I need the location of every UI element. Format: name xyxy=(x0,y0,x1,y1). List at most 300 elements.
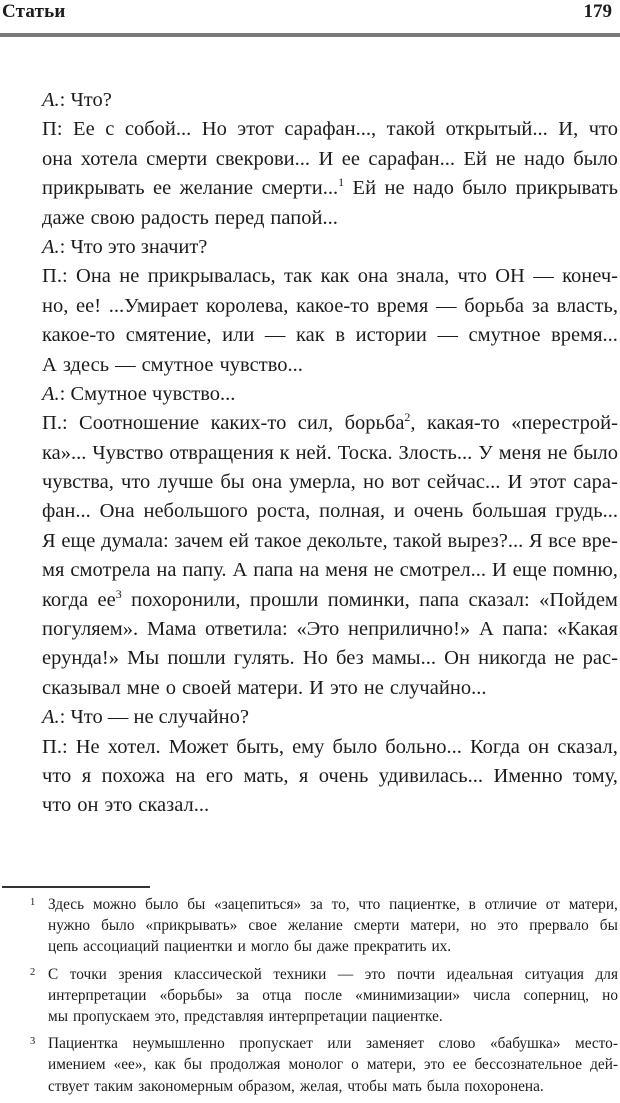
word: смотрел... xyxy=(399,559,486,582)
word: сказал... xyxy=(138,794,210,817)
word: представляя xyxy=(184,1007,264,1025)
word: числа xyxy=(473,986,511,1004)
word: о xyxy=(165,676,177,699)
word: все xyxy=(548,529,577,552)
text-line xyxy=(42,292,618,321)
word: ее! xyxy=(76,294,102,317)
body-text xyxy=(42,86,618,821)
word: матери, xyxy=(366,1056,416,1074)
text-line xyxy=(42,115,618,144)
word: пошли xyxy=(167,647,226,670)
word: сказал, xyxy=(557,735,618,758)
word: ствует xyxy=(48,1077,90,1095)
word: рас- xyxy=(582,647,618,670)
word: было xyxy=(145,896,179,913)
word: полная, xyxy=(319,500,385,523)
word: нужно xyxy=(48,917,91,935)
word: большая xyxy=(472,500,547,523)
word: погуляем». xyxy=(42,618,139,641)
word: Она xyxy=(76,265,111,288)
word: ерунда!» xyxy=(42,647,119,670)
word: Я xyxy=(42,529,56,552)
text-line xyxy=(42,409,618,438)
word: на xyxy=(175,764,196,787)
word: для xyxy=(595,965,618,983)
word: смерти xyxy=(353,917,400,935)
page-number: 179 xyxy=(583,1,612,22)
word: и xyxy=(237,938,246,956)
text-line xyxy=(42,145,618,174)
word: прекратить xyxy=(353,938,427,956)
word: бы xyxy=(293,938,312,956)
word: как xyxy=(320,265,350,288)
word: перед xyxy=(214,206,265,229)
word: и xyxy=(393,500,405,523)
word: чтобы xyxy=(347,1077,388,1095)
word: прикрывалась, xyxy=(147,265,276,288)
word: пропускаем xyxy=(72,1007,150,1025)
word: такой xyxy=(386,118,436,141)
word: сказывал xyxy=(42,676,121,699)
word: Ей xyxy=(463,147,487,170)
word: ней. xyxy=(295,441,332,464)
word: образом, xyxy=(238,1077,295,1095)
word: — xyxy=(436,294,457,317)
text-line xyxy=(42,703,618,732)
word: но, xyxy=(42,294,69,317)
word: за xyxy=(531,294,549,317)
word: смятение, xyxy=(125,324,212,347)
word: «минимизации» xyxy=(355,986,460,1004)
word: желание xyxy=(179,177,254,200)
word: хотела xyxy=(80,147,138,170)
word: больно... xyxy=(385,735,462,758)
word: папой... xyxy=(270,206,338,229)
word: что xyxy=(457,265,487,288)
footnote-line xyxy=(48,936,618,957)
word: умерла, xyxy=(289,471,356,494)
word: Я xyxy=(528,529,543,552)
word: матери. xyxy=(237,676,304,699)
word: П.: xyxy=(42,735,68,758)
word: мать xyxy=(392,1077,422,1095)
word: знала, xyxy=(396,265,450,288)
word: Но xyxy=(201,118,227,141)
word: очень xyxy=(318,764,369,787)
word: имением xyxy=(48,1056,106,1074)
word: гулять. xyxy=(233,647,295,670)
word: без xyxy=(336,647,364,670)
word: У xyxy=(478,441,493,464)
word: И, xyxy=(558,118,579,141)
word: «бабушка» xyxy=(489,1035,561,1053)
word: надо xyxy=(413,177,454,200)
speaker-line-text: : Что — не случайно? xyxy=(59,706,249,729)
word: могло xyxy=(250,938,289,956)
word: П.: xyxy=(42,265,68,288)
word: «Это xyxy=(296,618,340,641)
word: никогда xyxy=(478,647,547,670)
word: пациентке. xyxy=(372,1007,443,1025)
word: ее xyxy=(452,1056,467,1074)
footnote-line xyxy=(48,1054,618,1075)
word: так xyxy=(283,265,313,288)
word: это xyxy=(329,676,358,699)
text-line xyxy=(42,204,618,233)
word: Он xyxy=(444,647,470,670)
word: И xyxy=(309,676,324,699)
word: пропускает xyxy=(239,1035,313,1053)
word: чувства, xyxy=(42,471,114,494)
word: о xyxy=(351,1056,359,1074)
word: удивилась... xyxy=(378,764,483,787)
section-title: Статьи xyxy=(2,1,66,22)
word: И xyxy=(318,147,334,170)
word: Она xyxy=(99,500,135,523)
word: это xyxy=(497,917,519,935)
footnote-separator xyxy=(2,886,150,888)
word: как xyxy=(154,1056,176,1074)
word: еще xyxy=(61,529,96,552)
word: истории xyxy=(355,324,427,347)
word: думала: xyxy=(101,529,169,552)
text-line xyxy=(42,644,618,673)
word: — xyxy=(115,353,136,376)
word: почти xyxy=(397,965,436,983)
word: ка»... xyxy=(42,441,87,464)
text-line xyxy=(42,586,618,615)
word: ему xyxy=(292,735,325,758)
word: зрения xyxy=(118,965,163,983)
word: — xyxy=(337,965,354,983)
text-line xyxy=(42,762,618,791)
word: П: xyxy=(42,118,63,141)
word: неумышленно xyxy=(132,1035,225,1053)
word: но xyxy=(602,986,618,1004)
word: вот xyxy=(391,471,420,494)
footnote xyxy=(0,1033,620,1097)
speaker-line-text: : Смутное чувство... xyxy=(59,382,236,405)
word: отвращения xyxy=(169,441,274,464)
word: борьба$^2$, xyxy=(344,410,416,435)
word: не xyxy=(547,441,568,464)
text-line xyxy=(42,791,618,820)
word: идеальная xyxy=(446,965,514,983)
word: дей- xyxy=(590,1056,618,1074)
word: ситуация xyxy=(524,965,584,983)
word: что xyxy=(121,471,151,494)
word: прикрывать xyxy=(42,177,145,200)
word: пациентке, xyxy=(389,896,460,913)
word: что xyxy=(358,896,381,913)
word: А xyxy=(42,353,57,376)
word: Тоска. xyxy=(337,441,393,464)
word: бы xyxy=(220,471,245,494)
word: зачем xyxy=(174,529,224,552)
word: Здесь xyxy=(48,896,85,913)
word: на xyxy=(299,559,320,582)
word: Может xyxy=(168,735,229,758)
word: или xyxy=(222,324,255,347)
word: за xyxy=(236,986,250,1004)
word: слово xyxy=(438,1035,476,1053)
word: мать, xyxy=(243,764,289,787)
word: не xyxy=(554,647,575,670)
word: Злость... xyxy=(398,441,473,464)
word: похоронена. xyxy=(464,1077,544,1095)
word: этот xyxy=(237,118,274,141)
word: Но xyxy=(302,647,328,670)
word: заменяет xyxy=(365,1035,424,1053)
word: даже xyxy=(42,206,85,229)
word: И xyxy=(491,559,507,582)
word: отличие xyxy=(484,896,537,913)
word: грудь... xyxy=(555,500,618,523)
word: Мы xyxy=(127,647,160,670)
word: смутное xyxy=(141,353,214,376)
word: своей xyxy=(182,676,232,699)
text-line xyxy=(42,439,618,468)
word: смерти...$^1$ xyxy=(261,175,345,200)
word: сарафан..., xyxy=(284,118,377,141)
word: «Какая xyxy=(557,618,618,641)
word: «зацепиться» xyxy=(214,896,302,913)
speaker-label: А. xyxy=(42,89,60,111)
word: она xyxy=(251,471,283,494)
word: роста, xyxy=(256,500,311,523)
word: я xyxy=(298,764,309,787)
text-line xyxy=(42,380,618,409)
word: ответила: xyxy=(205,618,288,641)
footnote-line xyxy=(48,1006,618,1027)
word: похожа xyxy=(101,764,165,787)
word: сара- xyxy=(573,471,618,494)
text-line xyxy=(42,527,618,556)
word: И xyxy=(507,471,523,494)
word: не xyxy=(495,147,516,170)
word: но xyxy=(362,471,385,494)
word: это, xyxy=(154,1007,180,1025)
word: Ей xyxy=(352,177,377,200)
word: небольшого xyxy=(143,500,248,523)
text-line xyxy=(42,321,618,350)
word: прервало xyxy=(529,917,589,935)
word: сказал: xyxy=(468,588,530,611)
word: было xyxy=(332,735,378,758)
word: открытый... xyxy=(445,118,548,141)
word: с xyxy=(105,118,115,141)
word: в xyxy=(468,896,476,913)
word: было xyxy=(573,147,618,170)
footnote-line xyxy=(48,964,618,985)
word: он xyxy=(527,735,550,758)
word: сил, xyxy=(297,412,334,435)
word: надо xyxy=(523,147,565,170)
word: его xyxy=(205,764,234,787)
word: борьба xyxy=(464,294,525,317)
word: точки xyxy=(69,965,107,983)
word: А xyxy=(232,559,248,582)
text-line xyxy=(42,262,618,291)
word: поминки, xyxy=(327,588,410,611)
word: было xyxy=(573,441,618,464)
footnote-ref: 2 xyxy=(404,410,411,425)
word: «перестрой- xyxy=(511,412,618,435)
word: декольте, xyxy=(307,529,388,552)
footnote xyxy=(0,964,620,1028)
word: она xyxy=(42,147,73,170)
word: мя xyxy=(42,559,65,582)
word: то, xyxy=(331,896,350,913)
word: была xyxy=(426,1077,460,1095)
footnote-line xyxy=(48,915,618,936)
word: такое xyxy=(254,529,302,552)
word: свекрови... xyxy=(215,147,311,170)
word: прошли xyxy=(249,588,319,611)
word: Соотношение xyxy=(79,412,200,435)
word: не xyxy=(384,177,405,200)
word: за xyxy=(309,896,323,913)
word: когда xyxy=(42,588,89,611)
word: или xyxy=(327,1035,352,1053)
word: похоронили, xyxy=(131,588,241,611)
speaker-label: А. xyxy=(42,382,60,405)
word: конеч- xyxy=(562,265,618,288)
footnote-number: 1 xyxy=(30,897,36,908)
word: таким xyxy=(94,1077,134,1095)
word: я xyxy=(81,764,92,787)
word: не xyxy=(363,676,384,699)
word: какое-то xyxy=(296,294,370,317)
word: сарафан... xyxy=(368,147,456,170)
footnote-line xyxy=(48,894,618,915)
word: было xyxy=(101,917,135,935)
word: папа xyxy=(419,588,460,611)
word: она xyxy=(357,265,389,288)
header-rule xyxy=(0,33,620,37)
word: — xyxy=(437,324,458,347)
word: радость xyxy=(140,206,209,229)
word: желая, xyxy=(299,1077,343,1095)
word: Ее xyxy=(73,118,95,141)
word: свою xyxy=(90,206,135,229)
word: что xyxy=(42,764,72,787)
word: ей xyxy=(228,529,249,552)
word: фан... xyxy=(42,500,91,523)
word: «прикрывать» xyxy=(145,917,238,935)
word: чувство... xyxy=(219,353,303,376)
word: папу. xyxy=(182,559,227,582)
word: закономерным xyxy=(138,1077,234,1095)
word: можно xyxy=(92,896,137,913)
word: это xyxy=(424,1056,445,1074)
word: А xyxy=(478,618,494,641)
text-line xyxy=(42,556,618,585)
word: $ее^3$ xyxy=(97,586,122,611)
word: в xyxy=(335,324,345,347)
word: даже xyxy=(317,938,349,956)
word: П.: xyxy=(42,412,68,435)
word: мы xyxy=(48,1007,68,1025)
word: еще xyxy=(512,559,547,582)
word: какое-то xyxy=(42,324,116,347)
word: интерпретации xyxy=(268,1007,367,1025)
word: их. xyxy=(431,938,452,956)
word: каких-то xyxy=(210,412,287,435)
word: соперниц, xyxy=(523,986,589,1004)
footnote-line xyxy=(48,1076,618,1097)
speaker-label: А. xyxy=(42,235,60,258)
word: Пациентка xyxy=(48,1035,118,1053)
word: как xyxy=(295,324,325,347)
text-line xyxy=(42,615,618,644)
text-line xyxy=(42,351,618,380)
word: папа: xyxy=(502,618,549,641)
word: «ее», xyxy=(113,1056,147,1074)
footnote-ref: 3 xyxy=(115,586,122,601)
word: тому, xyxy=(573,764,618,787)
word: цепь xyxy=(48,938,79,956)
word: бессознательное xyxy=(474,1056,583,1074)
word: меня xyxy=(498,441,542,464)
word: папа xyxy=(253,559,294,582)
word: неприлично!» xyxy=(348,618,471,641)
word: Когда xyxy=(470,735,520,758)
word: после xyxy=(304,986,342,1004)
word: помню, xyxy=(552,559,618,582)
word: что xyxy=(588,118,618,141)
word: ассоциаций xyxy=(83,938,159,956)
word: Мама xyxy=(146,618,197,641)
word: это xyxy=(364,965,386,983)
word: мамы... xyxy=(371,647,436,670)
speaker-label: А. xyxy=(42,706,60,729)
word: — xyxy=(264,324,286,347)
word: к xyxy=(279,441,290,464)
word: очень xyxy=(413,500,464,523)
word: желание xyxy=(287,917,343,935)
text-line xyxy=(42,174,618,203)
footnote xyxy=(0,894,620,958)
speaker-line-text: : Что это значит? xyxy=(59,235,208,258)
word: вре- xyxy=(581,529,618,552)
word: техники xyxy=(273,965,327,983)
text-line xyxy=(42,733,618,762)
text-line xyxy=(42,674,618,703)
word: Именно xyxy=(493,764,563,787)
word: ОН xyxy=(495,265,525,288)
word: интерпретации xyxy=(48,986,147,1004)
word: какая-то xyxy=(426,412,500,435)
word: власть, xyxy=(556,294,618,317)
word: что xyxy=(42,794,72,817)
word: свое xyxy=(248,917,277,935)
word: пациентки xyxy=(163,938,233,956)
word: меня xyxy=(325,559,368,582)
word: не xyxy=(373,559,394,582)
word: от xyxy=(545,896,560,913)
word: не xyxy=(119,265,140,288)
word: С xyxy=(48,965,59,983)
word: — xyxy=(533,265,554,288)
text-line xyxy=(42,86,618,115)
word: бы xyxy=(183,1056,202,1074)
word: хотел. xyxy=(107,735,161,758)
word: бы xyxy=(187,896,206,913)
word: было xyxy=(462,177,507,200)
word: прикрывать xyxy=(515,177,618,200)
word: но xyxy=(470,917,487,935)
